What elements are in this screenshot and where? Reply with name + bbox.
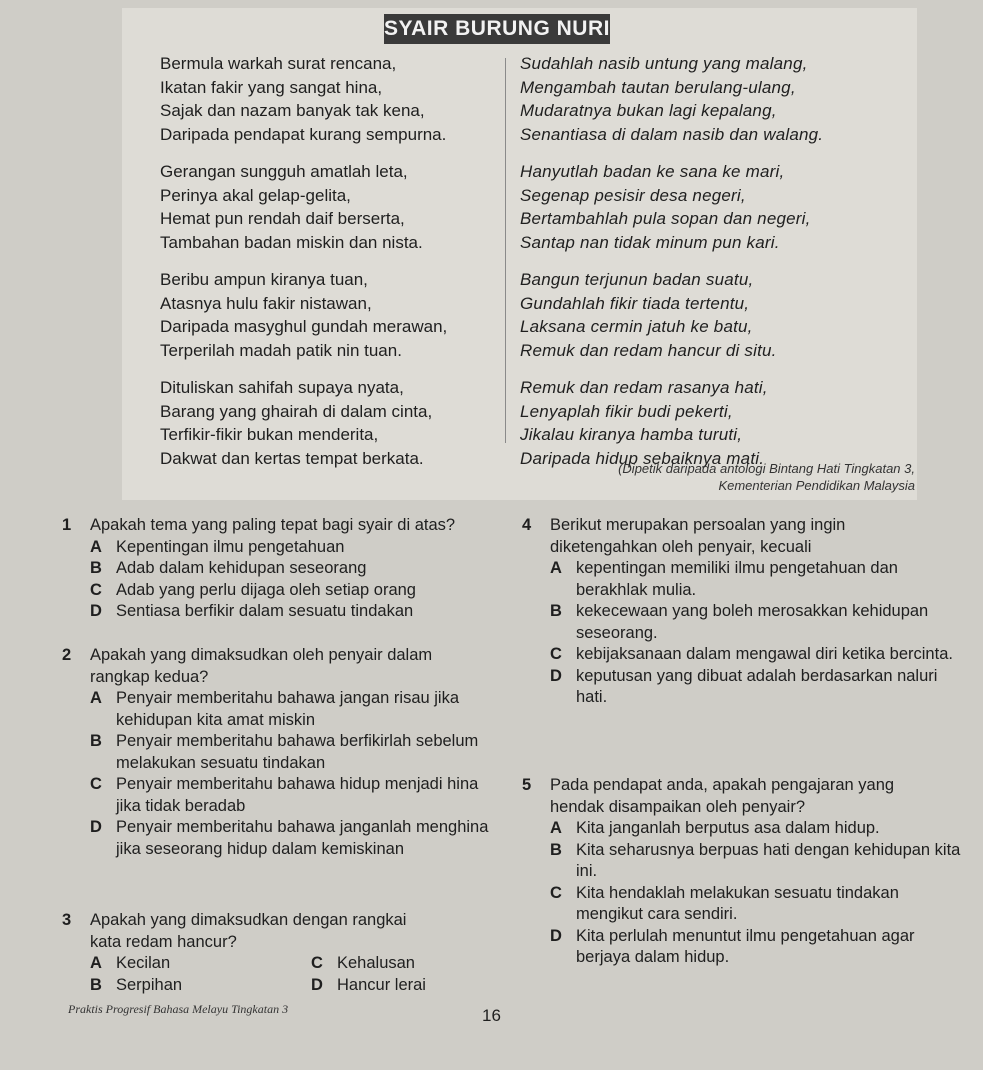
question-4 [522, 515, 962, 709]
option-letter: D [90, 602, 102, 620]
poem-line: Daripada hidup sebaiknya mati. [520, 448, 765, 468]
option-letter: C [311, 954, 323, 972]
poem-line: Daripada pendapat kurang sempurna. [160, 124, 447, 144]
question-stem: Apakah yang dimaksudkan oleh penyair dalam [90, 646, 433, 664]
answer-option [62, 688, 504, 731]
question-stem: Apakah yang dimaksudkan dengan rangkai [90, 911, 407, 929]
option-letter: D [550, 926, 562, 945]
question-number: 2 [62, 646, 72, 664]
question-stem: Berikut merupakan persoalan yang ingin [550, 516, 846, 534]
option-letter: B [550, 602, 562, 620]
answer-option [62, 601, 504, 623]
option-text: Penyair memberitahu bahawa hidup menjadi hina jika tidak beradab [116, 775, 479, 815]
poem-line: Terfikir-fikir bukan menderita, [160, 425, 379, 444]
poem-line: Perinya akal gelap-gelita, [160, 185, 351, 205]
poem-line: Hemat pun rendah daif berserta, [160, 209, 405, 228]
option-letter: B [550, 840, 562, 859]
option-text: Serpihan [116, 975, 183, 994]
question-stem: diketengahkan oleh penyair, kecuali [550, 537, 812, 556]
poem-line: Dakwat dan kertas tempat berkata. [160, 448, 424, 468]
poem-line: Dituliskan sahifah supaya nyata, [160, 378, 404, 397]
question-3 [62, 910, 504, 996]
question-stem: kata redam hancur? [90, 932, 237, 951]
question-number: 5 [522, 776, 532, 794]
poem-line: Santap nan tidak minum pun kari. [520, 232, 780, 252]
option-text: Kita janganlah berputus asa dalam hidup. [576, 819, 880, 837]
answer-option [283, 975, 504, 997]
option-letter: B [90, 732, 102, 750]
option-text: Kita hendaklah melakukan sesuatu tindakan mengikut cara sendiri. [576, 883, 899, 923]
option-letter: A [90, 689, 102, 707]
question-stem: hendak disampaikan oleh penyair? [550, 797, 806, 816]
option-text: Hancur lerai [337, 975, 426, 994]
option-text: keputusan yang dibuat adalah berdasarkan naluri hati. [576, 666, 938, 706]
answer-option [522, 601, 962, 644]
option-text: kepentingan memiliki ilmu pengetahuan dan berakhlak mulia. [576, 559, 898, 599]
poem-line: Hanyutlah badan ke sana ke mari, [520, 162, 785, 181]
answer-option [522, 926, 962, 969]
poem-line: Bangun terjunun badan suatu, [520, 270, 754, 289]
stanza [520, 52, 900, 146]
poem-line: Gundahlah fikir tiada tertentu, [520, 293, 750, 313]
option-letter: A [90, 954, 102, 972]
poem-line: Senantiasa di dalam nasib dan walang. [520, 124, 824, 144]
poem-right-column [520, 52, 900, 484]
option-letter: C [90, 580, 102, 599]
question-number: 1 [62, 516, 72, 534]
poem-line: Remuk dan redam hancur di situ. [520, 340, 777, 360]
question-5 [522, 775, 962, 969]
answer-option [522, 666, 962, 709]
poem-line: Mengambah tautan berulang-ulang, [520, 77, 796, 97]
option-text: Penyair memberitahu bahawa berfikirlah sebelum melakukan sesuatu tindakan [116, 732, 479, 772]
option-letter: D [90, 818, 102, 836]
poem-line: Jikalau kiranya hamba turuti, [520, 425, 743, 444]
option-letter: D [550, 666, 562, 685]
answer-option [62, 817, 504, 860]
stanza [160, 376, 510, 470]
question-number: 3 [62, 911, 72, 929]
answer-option [62, 558, 504, 580]
page-number: 16 [482, 1006, 501, 1025]
poem-line: Remuk dan redam rasanya hati, [520, 378, 768, 397]
option-text: Penyair memberitahu bahawa janganlah menghina jika seseorang hidup dalam kemiskinan [116, 818, 489, 858]
source-line: Kementerian Pendidikan Malaysia [718, 478, 915, 493]
answer-option [62, 537, 504, 559]
poem-line: Bermula warkah surat rencana, [160, 54, 397, 73]
option-text: Penyair memberitahu bahawa jangan risau jika kehidupan kita amat miskin [116, 689, 460, 729]
poem-line: Barang yang ghairah di dalam cinta, [160, 401, 433, 421]
option-row [62, 953, 504, 975]
option-text: Kita perlulah menuntut ilmu pengetahuan agar berjaya dalam hidup. [576, 926, 915, 966]
option-text: Adab yang perlu dijaga oleh setiap orang [116, 580, 416, 599]
poem-line: Beribu ampun kiranya tuan, [160, 270, 368, 289]
stanza [160, 52, 510, 146]
answer-option [62, 731, 504, 774]
book-footer: Praktis Progresif Bahasa Melayu Tingkatan 3 [68, 1002, 289, 1016]
poem-line: Bertambahlah pula sopan dan negeri, [520, 209, 811, 228]
question-stem: Apakah tema yang paling tepat bagi syair di atas? [90, 516, 456, 534]
option-text: Sentiasa berfikir dalam sesuatu tindakan [116, 602, 414, 620]
option-letter: A [550, 559, 562, 577]
option-letter: B [90, 975, 102, 994]
answer-option [522, 840, 962, 883]
poem-left-column [160, 52, 510, 484]
option-text: Kecilan [116, 954, 171, 972]
poem-line: Segenap pesisir desa negeri, [520, 185, 746, 205]
answer-option [522, 558, 962, 601]
answer-option [522, 818, 962, 840]
option-text: kebijaksanaan dalam mengawal diri ketika bercinta. [576, 645, 953, 663]
poem-line: Atasnya hulu fakir nistawan, [160, 293, 372, 313]
stanza [520, 160, 900, 254]
answer-option [62, 580, 504, 602]
stanza [520, 376, 900, 470]
answer-option [283, 953, 504, 975]
stanza [160, 268, 510, 362]
stanza [520, 268, 900, 362]
poem-line: Lenyaplah fikir budi pekerti, [520, 401, 733, 421]
option-text: Kita seharusnya berpuas hati dengan kehidupan kita ini. [576, 840, 961, 880]
answer-option [62, 953, 283, 975]
option-letter: C [90, 775, 102, 793]
column-divider [505, 58, 506, 443]
poem-line: Ikatan fakir yang sangat hina, [160, 77, 383, 97]
question-2 [62, 645, 504, 860]
option-letter: A [90, 537, 102, 556]
poem-line: Mudaratnya bukan lagi kepalang, [520, 101, 777, 120]
option-letter: C [550, 645, 562, 663]
option-text: Kepentingan ilmu pengetahuan [116, 537, 345, 556]
poem-line: Laksana cermin jatuh ke batu, [520, 317, 753, 336]
question-number: 4 [522, 516, 532, 534]
answer-option [522, 883, 962, 926]
poem-line: Sudahlah nasib untung yang malang, [520, 54, 808, 73]
question-stem: Pada pendapat anda, apakah pengajaran yang [550, 776, 895, 794]
poem-title: SYAIR BURUNG NURI [384, 14, 610, 44]
question-stem: rangkap kedua? [90, 667, 209, 686]
answer-option [522, 644, 962, 666]
option-letter: A [550, 819, 562, 837]
option-text: kekecewaan yang boleh merosakkan kehidupan seseorang. [576, 602, 929, 642]
option-letter: C [550, 883, 562, 902]
option-row [62, 975, 504, 997]
question-1 [62, 515, 504, 623]
poem-line: Tambahan badan miskin dan nista. [160, 232, 423, 252]
option-text: Adab dalam kehidupan seseorang [116, 559, 367, 577]
source-citation [520, 460, 915, 494]
poem-line: Daripada masyghul gundah merawan, [160, 317, 448, 336]
source-line: (Dipetik daripada antologi Bintang Hati Tingkatan 3, [618, 461, 915, 476]
poem-line: Sajak dan nazam banyak tak kena, [160, 101, 425, 120]
option-letter: B [90, 559, 102, 577]
stanza [160, 160, 510, 254]
answer-option [62, 975, 283, 997]
option-text: Kehalusan [337, 954, 415, 972]
answer-option [62, 774, 504, 817]
poem-line: Terperilah madah patik nin tuan. [160, 340, 402, 360]
poem-line: Gerangan sungguh amatlah leta, [160, 162, 408, 181]
option-letter: D [311, 975, 323, 994]
